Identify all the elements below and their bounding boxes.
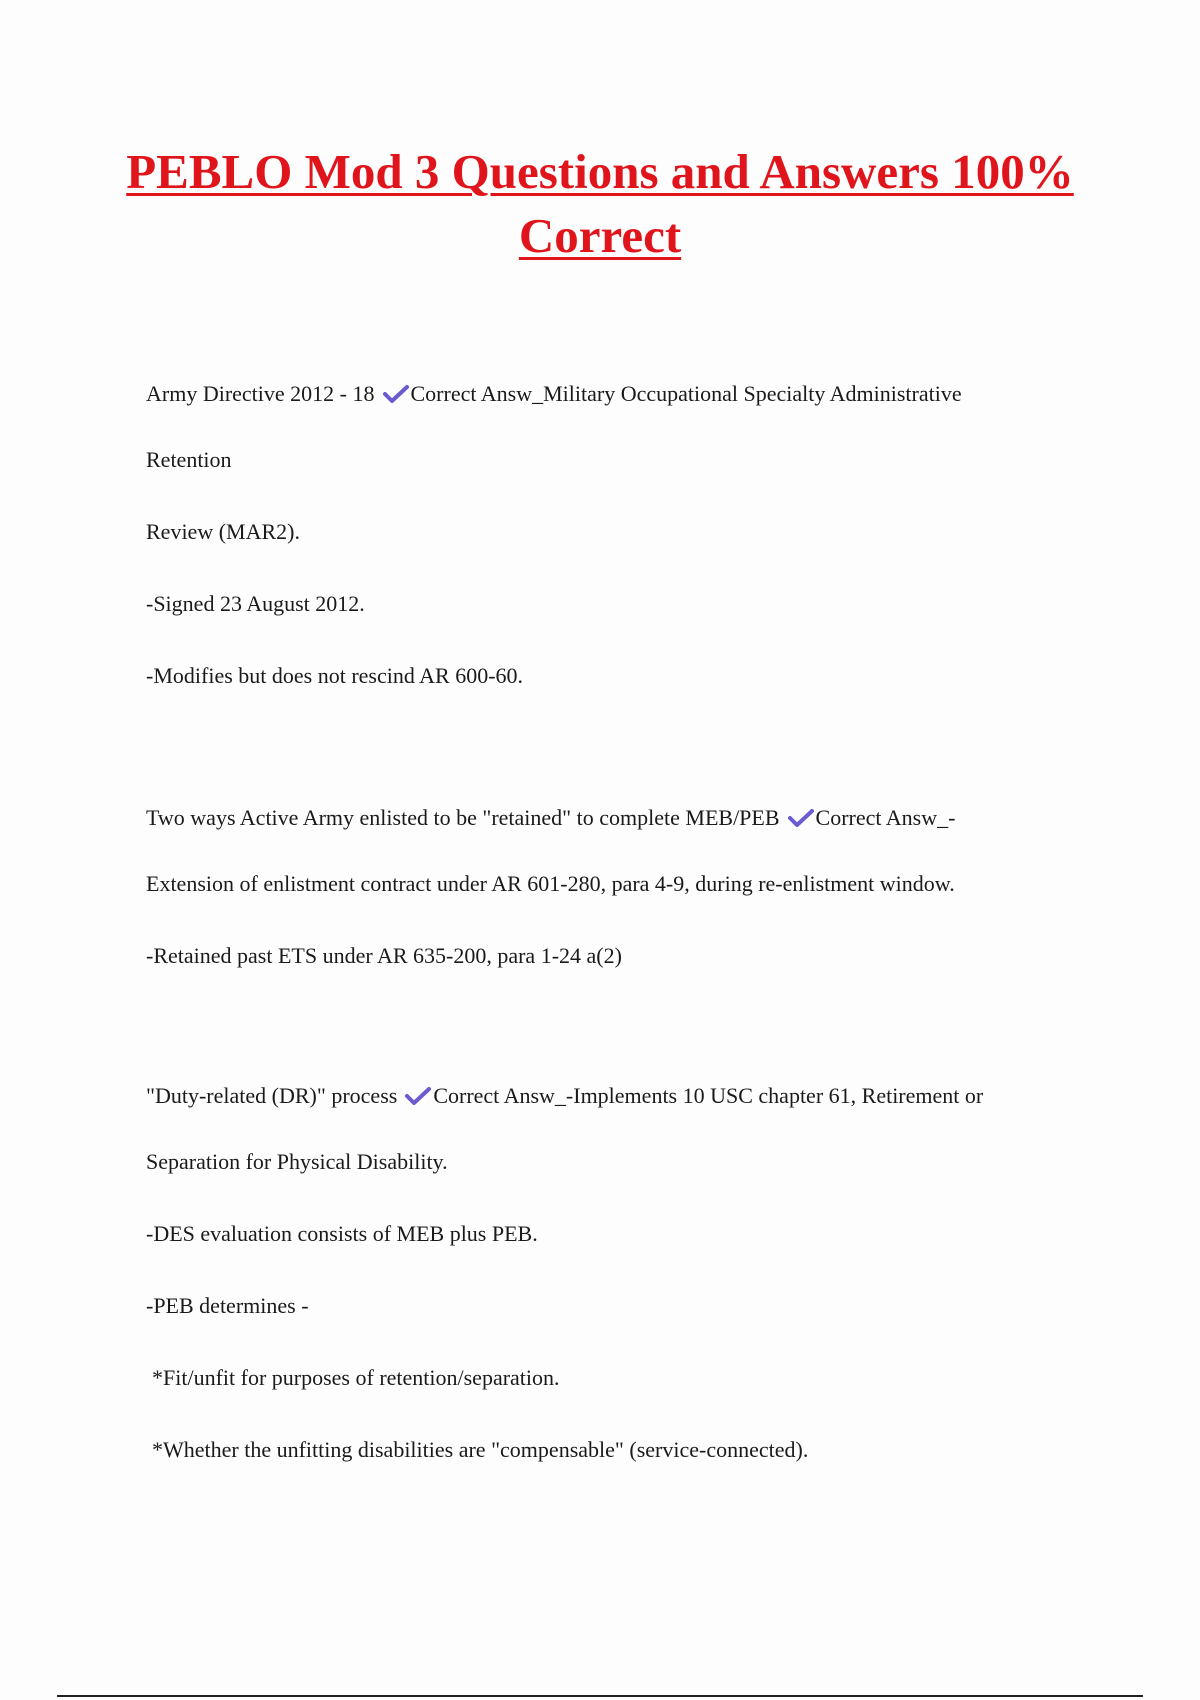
question-text: Army Directive 2012 - 18 [146, 381, 375, 406]
question-line [146, 788, 1086, 848]
checkmark-icon [383, 384, 409, 404]
answer-line: Extension of enlistment contract under AR 601-280, para 4-9, during re-enlistment window. [146, 871, 955, 896]
question-text: "Duty-related (DR)" process [146, 1083, 398, 1108]
answer-line: -PEB determines - [146, 1293, 309, 1318]
answer-text: Correct Answ_- [815, 805, 956, 830]
answer-line: -DES evaluation consists of MEB plus PEB. [146, 1221, 538, 1246]
answer-line: -Modifies but does not rescind AR 600-60. [146, 663, 524, 688]
page-title: PEBLO Mod 3 Questions and Answers 100% Correct [126, 144, 1074, 263]
answer-line: Separation for Physical Disability. [146, 1149, 448, 1174]
answer-text: Correct Answ_-Implements 10 USC chapter 61, Retirement or [433, 1083, 984, 1108]
question-line [146, 1066, 1086, 1126]
answer-line: *Fit/unfit for purposes of retention/separation. [152, 1365, 560, 1390]
answer-line: Retention [146, 447, 232, 472]
qa-item [146, 788, 1086, 992]
page-bottom-divider [57, 1695, 1143, 1697]
answer-line: -Signed 23 August 2012. [146, 591, 365, 616]
answer-line: Review (MAR2). [146, 519, 300, 544]
qa-item [146, 364, 1086, 712]
answer-line: -Retained past ETS under AR 635-200, para 1-24 a(2) [146, 943, 622, 968]
question-text: Two ways Active Army enlisted to be "retained" to complete MEB/PEB [146, 805, 780, 830]
qa-item [146, 1066, 1086, 1486]
checkmark-icon [405, 1086, 431, 1106]
question-line [146, 364, 1086, 424]
checkmark-icon [788, 808, 814, 828]
answer-text: Correct Answ_Military Occupational Specialty Administrative [410, 381, 962, 406]
answer-line: *Whether the unfitting disabilities are "compensable" (service-connected). [152, 1437, 809, 1462]
